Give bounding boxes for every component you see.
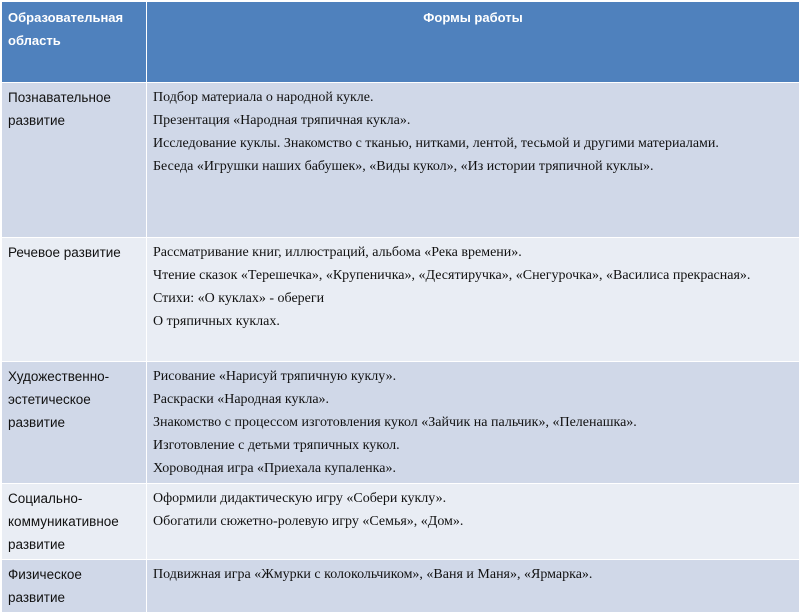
area-cell: Познавательное развитие [2, 83, 147, 238]
form-item: Презентация «Народная тряпичная кукла». [153, 113, 411, 128]
form-item: Подбор материала о народной кукле. [153, 90, 374, 105]
form-item: Обогатили сюжетно-ролевую игру «Семья», «Дом». [153, 514, 464, 529]
form-item: Знакомство с процессом изготовления кукол «Зайчик на пальчик», «Пеленашка». [153, 415, 637, 430]
header-forms: Формы работы [147, 2, 800, 83]
form-item: Оформили дидактическую игру «Собери куклу». [153, 491, 447, 506]
form-item: Исследование куклы. Знакомство с тканью, нитками, лентой, тесьмой и другими материалами. [153, 136, 719, 151]
form-item: Рассматривание книг, иллюстраций, альбома «Река времени». [153, 245, 522, 260]
table-row [2, 560, 800, 613]
forms-cell [147, 484, 800, 560]
form-item: Хороводная игра «Приехала купаленка». [153, 461, 396, 476]
form-item: Раскраски «Народная кукла». [153, 392, 330, 407]
forms-cell [147, 560, 800, 613]
form-item: Беседа «Игрушки наших бабушек», «Виды кукол», «Из истории тряпичной куклы». [153, 159, 654, 174]
header-area: Образовательная область [2, 2, 147, 83]
form-item: Рисование «Нарисуй тряпичную куклу». [153, 369, 397, 384]
form-item: Подвижная игра «Жмурки с колокольчиком», «Ваня и Маня», «Ярмарка». [153, 567, 593, 582]
table-row [2, 484, 800, 560]
forms-cell [147, 83, 800, 238]
forms-cell [147, 238, 800, 362]
table-header-row [2, 2, 800, 83]
form-item: Чтение сказок «Терешечка», «Крупеничка», «Десятиручка», «Снегурочка», «Василиса прекрасная». [153, 268, 751, 283]
activities-table [1, 1, 800, 613]
area-cell: Художественно-эстетическое развитие [2, 362, 147, 484]
form-item: Изготовление с детьми тряпичных кукол. [153, 438, 400, 453]
form-item: О тряпичных куклах. [153, 314, 280, 329]
area-cell: Физическое развитие [2, 560, 147, 613]
table-row [2, 238, 800, 362]
area-cell: Социально-коммуникативное развитие [2, 484, 147, 560]
forms-cell [147, 362, 800, 484]
table-row [2, 362, 800, 484]
area-cell: Речевое развитие [2, 238, 147, 362]
form-item: Стихи: «О куклах» - обереги [153, 291, 325, 306]
table-row [2, 83, 800, 238]
